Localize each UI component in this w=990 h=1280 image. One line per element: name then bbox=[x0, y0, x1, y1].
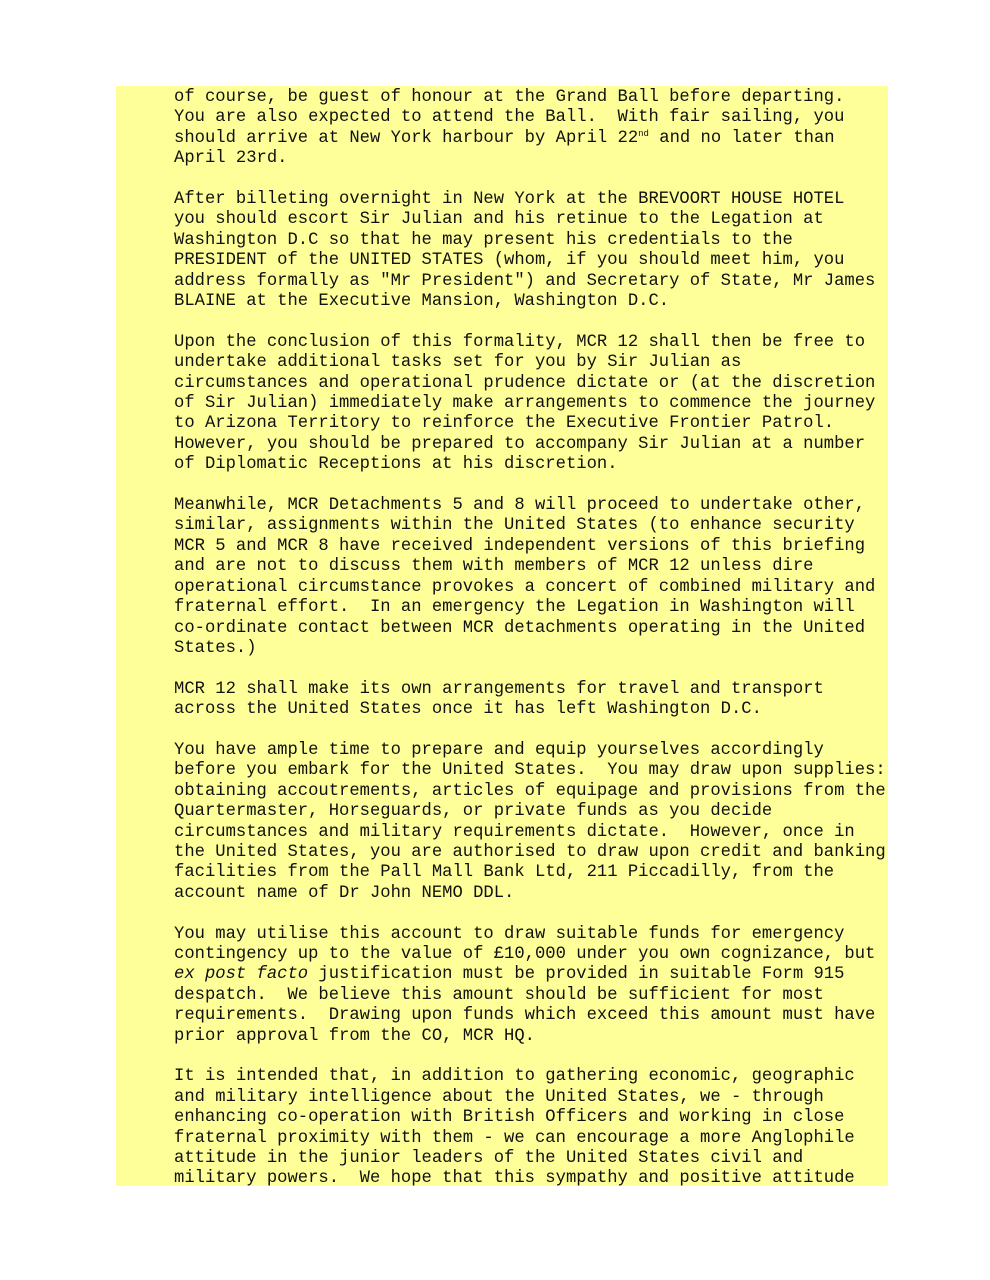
text-line: attitude in the junior leaders of the United States civil and bbox=[174, 1149, 804, 1169]
text-line: circumstances and military requirements dictate. However, once in bbox=[174, 822, 855, 842]
text-line: BLAINE at the Executive Mansion, Washington D.C. bbox=[174, 292, 670, 312]
text-line: prior approval from the CO, MCR HQ. bbox=[174, 1026, 535, 1046]
letter-body bbox=[174, 88, 894, 1190]
text-line: Quartermaster, Horseguards, or private funds as you decide bbox=[174, 802, 773, 822]
text-line: You are also expected to attend the Ball. With fair sailing, you bbox=[174, 108, 845, 128]
text-line: address formally as "Mr President") and Secretary of State, Mr James bbox=[174, 271, 876, 291]
text-line bbox=[174, 129, 894, 149]
paragraph-supplies bbox=[174, 741, 894, 904]
text-line: of Sir Julian) immediately make arrangements to commence the journey bbox=[174, 394, 876, 414]
text-line: It is intended that, in addition to gathering economic, geographic bbox=[174, 1067, 855, 1087]
paragraph-new-york bbox=[174, 190, 894, 312]
paragraph-funds bbox=[174, 925, 894, 1047]
text-line: facilities from the Pall Mall Bank Ltd, 211 Piccadilly, from the bbox=[174, 863, 835, 883]
text-line: similar, assignments within the United States (to enhance security bbox=[174, 516, 855, 536]
paragraph-intent bbox=[174, 1067, 894, 1189]
text-line: despatch. We believe this amount should be sufficient for most bbox=[174, 985, 824, 1005]
text-line: contingency up to the value of £10,000 under you own cognizance, but bbox=[174, 944, 876, 964]
text-line: Washington D.C so that he may present his credentials to the bbox=[174, 230, 793, 250]
text-run: justification must be provided in suitable Form 915 bbox=[308, 965, 845, 985]
italic-phrase: ex post facto bbox=[174, 965, 309, 985]
text-run: and no later than bbox=[648, 128, 835, 148]
text-line: April 23rd. bbox=[174, 149, 288, 169]
text-line: You may utilise this account to draw suitable funds for emergency bbox=[174, 924, 845, 944]
ordinal-superscript: nd bbox=[638, 128, 649, 139]
text-run: should arrive at New York harbour by April 22 bbox=[174, 128, 639, 148]
text-line: After billeting overnight in New York at the BREVOORT HOUSE HOTEL bbox=[174, 190, 845, 210]
text-line: co-ordinate contact between MCR detachments operating in the United bbox=[174, 618, 866, 638]
text-line: the United States, you are authorised to draw upon credit and banking bbox=[174, 842, 886, 862]
text-line: before you embark for the United States. You may draw upon supplies: bbox=[174, 761, 886, 781]
text-line: However, you should be prepared to accompany Sir Julian at a number bbox=[174, 434, 866, 454]
text-line: You have ample time to prepare and equip yourselves accordingly bbox=[174, 740, 824, 760]
text-line: across the United States once it has left Washington D.C. bbox=[174, 700, 762, 720]
text-line: to Arizona Territory to reinforce the Executive Frontier Patrol. bbox=[174, 414, 835, 434]
text-line: circumstances and operational prudence dictate or (at the discretion bbox=[174, 373, 876, 393]
text-line: Upon the conclusion of this formality, MCR 12 shall then be free to bbox=[174, 332, 866, 352]
paragraph-formality bbox=[174, 333, 894, 476]
paragraph-ball-and-arrival bbox=[174, 88, 894, 170]
text-line: undertake additional tasks set for you by Sir Julian as bbox=[174, 353, 742, 373]
text-line: and are not to discuss them with members of MCR 12 unless dire bbox=[174, 557, 814, 577]
text-line: you should escort Sir Julian and his retinue to the Legation at bbox=[174, 210, 824, 230]
paragraph-detachments bbox=[174, 496, 894, 659]
text-line: Meanwhile, MCR Detachments 5 and 8 will proceed to undertake other, bbox=[174, 496, 866, 516]
text-line: of Diplomatic Receptions at his discretion. bbox=[174, 455, 618, 475]
text-line: obtaining accoutrements, articles of equipage and provisions from the bbox=[174, 781, 886, 801]
text-line: account name of Dr John NEMO DDL. bbox=[174, 883, 515, 903]
text-line: States.) bbox=[174, 638, 257, 658]
text-line: enhancing co-operation with British Officers and working in close bbox=[174, 1108, 845, 1128]
text-line: military powers. We hope that this sympathy and positive attitude bbox=[174, 1169, 855, 1189]
paragraph-travel bbox=[174, 680, 894, 721]
text-line: PRESIDENT of the UNITED STATES (whom, if you should meet him, you bbox=[174, 251, 845, 271]
text-line: fraternal effort. In an emergency the Legation in Washington will bbox=[174, 598, 855, 618]
text-line: requirements. Drawing upon funds which exceed this amount must have bbox=[174, 1006, 876, 1026]
text-line: operational circumstance provokes a concert of combined military and bbox=[174, 577, 876, 597]
text-line: MCR 5 and MCR 8 have received independent versions of this briefing bbox=[174, 536, 866, 556]
text-line bbox=[174, 965, 894, 985]
text-line: of course, be guest of honour at the Grand Ball before departing. bbox=[174, 88, 845, 107]
text-line: MCR 12 shall make its own arrangements for travel and transport bbox=[174, 679, 824, 699]
text-line: and military intelligence about the United States, we - through bbox=[174, 1087, 824, 1107]
text-line: fraternal proximity with them - we can encourage a more Anglophile bbox=[174, 1128, 855, 1148]
